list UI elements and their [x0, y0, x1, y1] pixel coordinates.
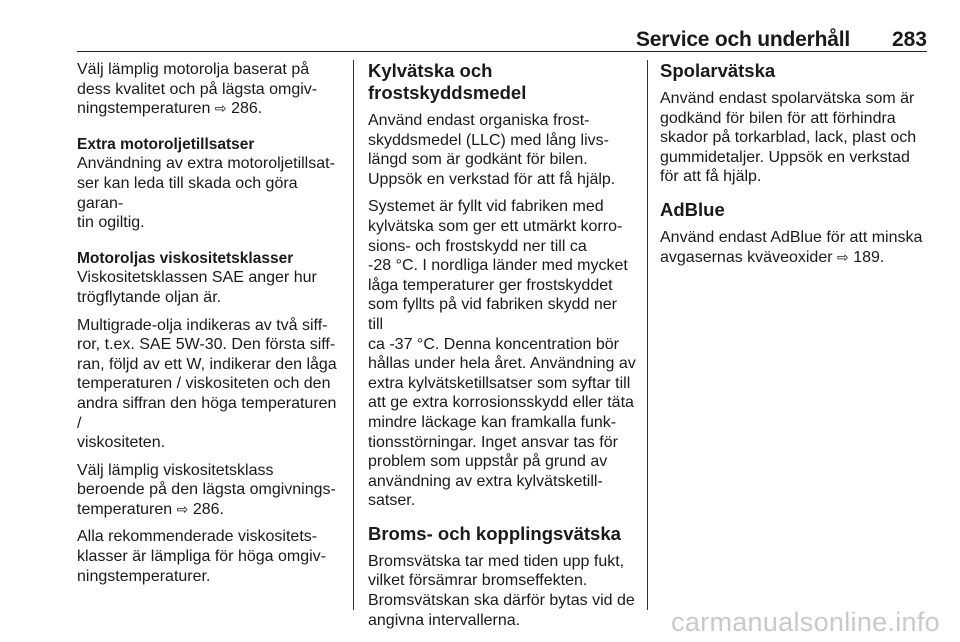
watermark: carmanualsonline.info	[671, 607, 940, 637]
section-heading: Broms- och kopplingsvätska	[368, 522, 621, 544]
section-heading: Kylvätska och frostskyddsmedel	[368, 60, 527, 103]
paragraph: Systemet är fyllt vid fabriken med kylvätska som ger ett utmärkt korro- sions- och frostskydd ner till ca -28 °C. I nordliga länder med mycket låga temperaturer ger frostskyddet som fyllts på vid fabriken skydd ner till ca -37 °C. Denna koncentration bör hållas under hela året. Användning av extra kylvätsketillsatser som syftar till att ge extra korrosionsskydd eller täta mindre läckage kan framkalla funk- tionsstörningar. Inget ansvar tas för problem som uppstår på grund av användning av extra kylvätsketill- satser.	[368, 198, 636, 510]
column-middle	[368, 60, 636, 638]
page-ref-arrow-icon: ⇨	[214, 100, 227, 117]
paragraph: Välj lämplig motorolja baserat på dess kvalitet och på lägsta omgiv- ningstemperaturen ⇨ 286.	[77, 61, 318, 118]
column-divider	[353, 60, 354, 610]
column-right	[660, 60, 930, 275]
paragraph: Använd endast AdBlue för att minska avgasernas kväveoxider ⇨ 189.	[660, 228, 923, 266]
page-ref-arrow-icon: ⇨	[837, 248, 849, 265]
paragraph: Alla rekommenderade viskositets- klasser är lämpliga för höga omgiv- ningstemperaturer.	[77, 528, 326, 585]
subheading: Motoroljas viskositetsklasser	[77, 249, 294, 267]
subheading: Extra motoroljetillsatser	[77, 135, 255, 153]
paragraph: Användning av extra motoroljetillsat- ser kan leda till skada och göra garan- tin ogiltig.	[77, 155, 335, 232]
page-ref[interactable]: 286.	[231, 100, 263, 118]
page-ref[interactable]: 189.	[853, 248, 885, 266]
page-header	[77, 26, 927, 52]
column-left	[77, 60, 345, 594]
paragraph: Använd endast organiska frost- skyddsmedel (LLC) med lång livs- längd som är godkänt för bilen. Uppsök en verkstad för att få hjälp.	[368, 112, 616, 188]
paragraph: Viskositetsklassen SAE anger hur trögflytande oljan är.	[77, 269, 317, 306]
paragraph: Använd endast spolarvätska som är godkänd för bilen för att förhindra skador på torkarblad, lack, plast och gummidetaljer. Uppsök en verkstad för att få hjälp.	[660, 90, 917, 186]
section-title: Service och underhåll	[635, 28, 850, 51]
section-heading: Spolarvätska	[660, 60, 776, 81]
paragraph: Välj lämplig viskositetsklass beroende på den lägsta omgivnings- temperaturen ⇨ 286.	[77, 461, 336, 518]
page-number: 283	[891, 28, 927, 51]
page-ref[interactable]: 286.	[192, 500, 224, 518]
page-ref-arrow-icon: ⇨	[176, 500, 189, 517]
paragraph: Multigrade-olja indikeras av två siff- ror, t.ex. SAE 5W-30. Den första siff- ran, följd av ett W, indikerar den låga temperaturen / viskositeten och den andra siffran den höga temperaturen / viskositeten.	[77, 316, 337, 452]
section-heading: AdBlue	[660, 198, 725, 220]
column-divider	[647, 60, 648, 610]
paragraph: Bromsvätska tar med tiden upp fukt, vilket försämrar bromseffekten. Bromsvätskan ska därför bytas vid de angivna intervallerna.	[368, 552, 635, 629]
